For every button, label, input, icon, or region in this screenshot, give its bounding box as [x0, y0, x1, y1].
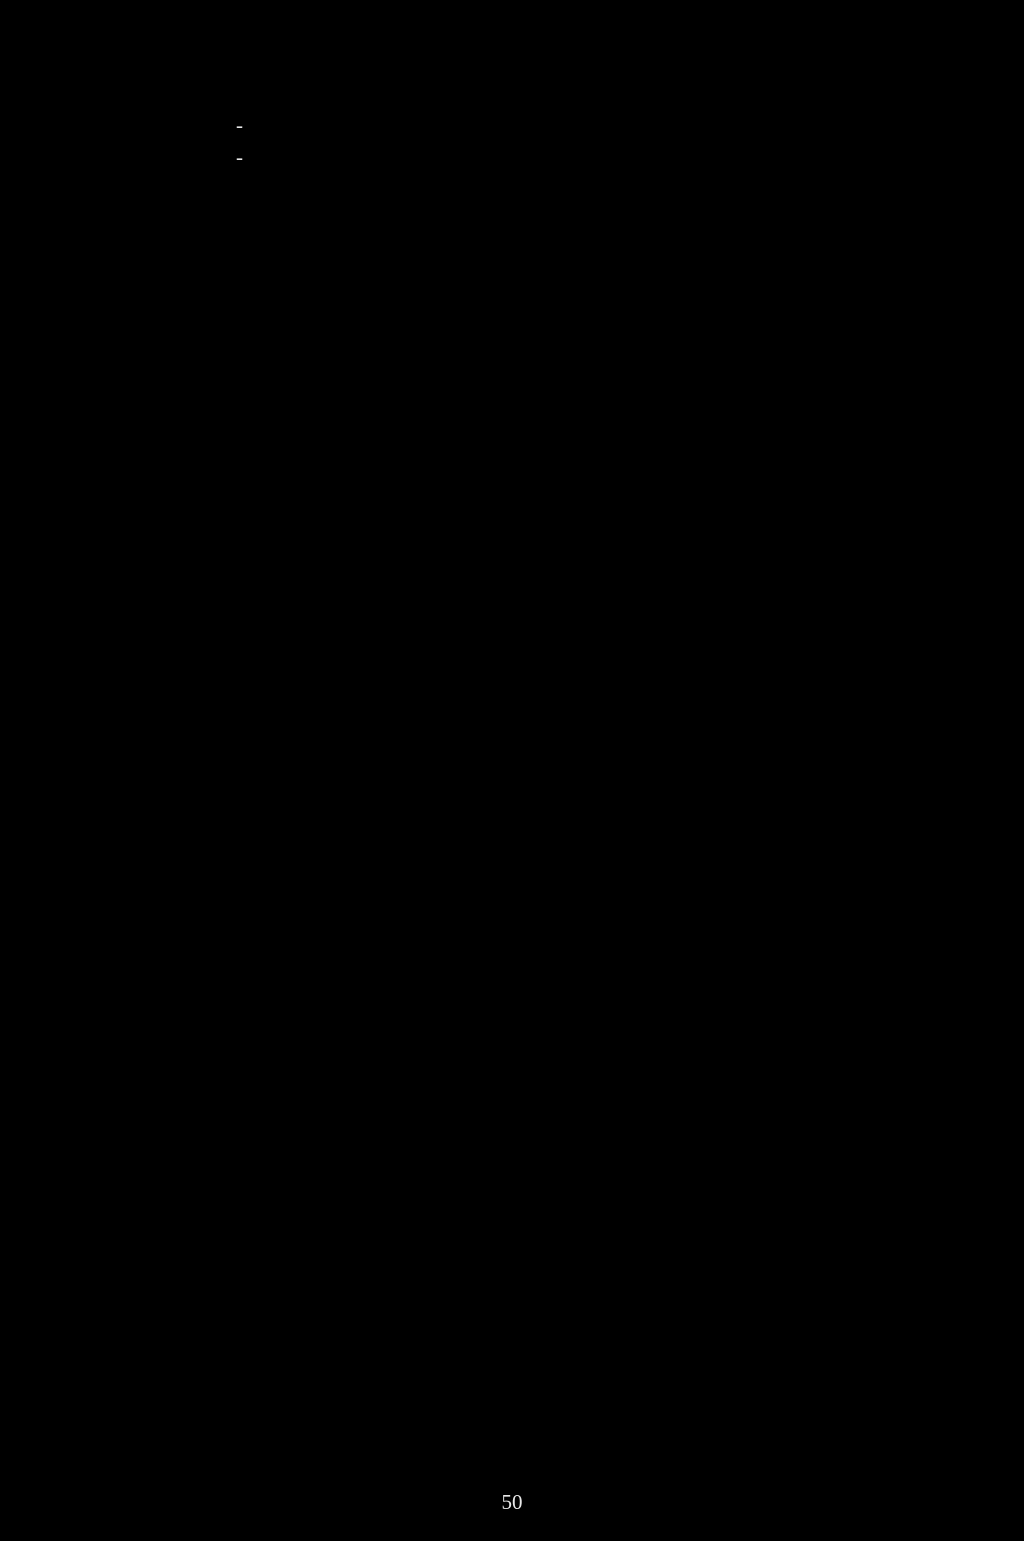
list-item [236, 142, 928, 174]
list-dash: - [236, 144, 243, 169]
list-item [236, 110, 928, 142]
page-number: 50 [501, 1490, 523, 1514]
body-text [96, 110, 928, 173]
list-item-text [272, 110, 928, 142]
list-dash: - [236, 113, 243, 137]
list-item-text [272, 142, 928, 174]
